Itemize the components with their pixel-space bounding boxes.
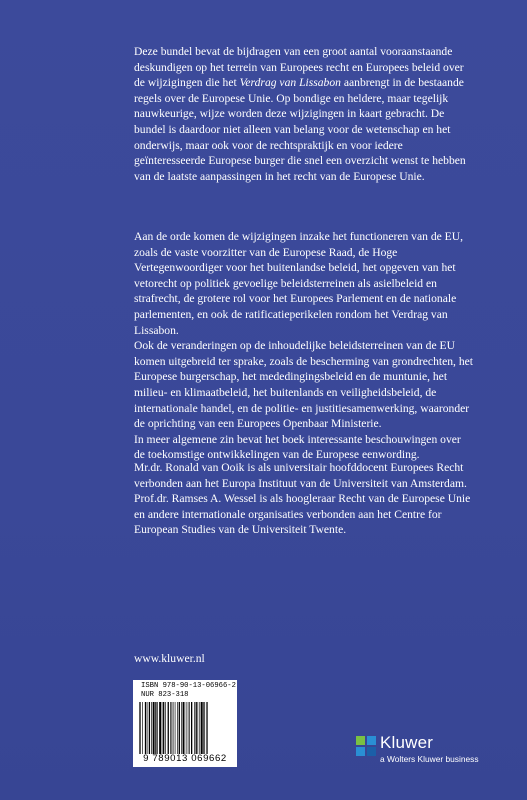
topics-section [134,229,474,463]
barcode-bar [140,702,141,754]
barcode-bar [162,702,163,754]
barcode-bar [155,702,156,754]
intro-paragraph [134,44,474,184]
barcode-bar [207,702,208,754]
barcode-bar [149,702,150,754]
kluwer-logo-icon [356,736,376,756]
barcode-bar [172,702,173,754]
isbn-barcode [133,680,237,767]
barcode-bar [159,702,161,754]
barcode-bars [139,702,231,754]
barcode-bar [170,702,171,754]
authors-section [134,460,474,538]
nur-line: NUR 823-318 [141,690,189,699]
barcode-bar [181,702,182,754]
intro-text [134,44,474,184]
barcode-bar [165,702,166,754]
barcode-bar [147,702,148,754]
barcode-bar [198,702,199,754]
barcode-bar [151,702,152,754]
barcode-bar [177,702,178,754]
topics-paragraph-3: In meer algemene zin bevat het boek interessante beschouwingen over de toekomstige ontwikkelingen van de Europese eenwording. [134,432,461,462]
author-bio-van-ooik: Mr.dr. Ronald van Ooik is als universitair hoofddocent Europees Recht verbonden aan het Europa Instituut van de Universiteit van Amsterdam. [134,461,467,490]
isbn-line: ISBN 978-90-13-06966-2 [141,682,236,690]
barcode-bar [163,702,164,754]
barcode-bar [194,702,195,754]
barcode-bar [142,702,143,754]
barcode-bar [153,702,155,754]
barcode-bar [186,702,187,754]
author-bio-wessel: Prof.dr. Ramses A. Wessel is als hoogleraar Recht van de Europese Unie en andere internationale organisaties verbonden aan het Centre for European Studies van de Universiteit Twente. [134,492,471,537]
barcode-bar [203,702,204,754]
kluwer-tagline: a Wolters Kluwer business [380,754,479,764]
treaty-name: Verdrag van Lissabon [239,76,341,90]
barcode-bar [191,702,192,754]
barcode-bar [179,702,180,754]
barcode-bar [168,702,169,754]
isbn-text [141,682,236,700]
barcode-bar [157,702,158,754]
topics-paragraph-2: Ook de veranderingen op de inhoudelijke beleidsterreinen van de EU komen uitgebreid ter sprake, zoals de bescherming van grondrechten, het Europese burgerschap, het mededingingsbeleid en de muntunie, het milieu- en klimaatbeleid, het buitenlands en veiligheidsbeleid, de internationale handel, en de politie- en justitiesamenwerking, waaronder de oprichting van een Europees Openbaar Ministerie. [134,339,473,431]
intro-text-part-2: aanbrengt in de bestaande regels over de Europese Unie. Op bondige en heldere, maar tegelijk nauwkeurige, wijze worden deze wijzigingen in kaart gebracht. De bundel is daardoor niet alleen van belang voor de wetenschap en het onderwijs, maar ook voor de rechtspraktijk en voor iedere geïnteresseerde Europese burger die snel een overzicht wenst te hebben van de laatste aanpassingen in het recht van de Europese Unie. [134,76,466,183]
barcode-bar [199,702,200,754]
barcode-bar [139,702,140,754]
barcode-bar [201,702,203,754]
barcode-bar [196,702,197,754]
barcode-bar [183,702,185,754]
barcode-bar [189,702,190,754]
barcode-number: 9 789013 069662 [143,753,227,764]
barcode-bar [145,702,146,754]
barcode-bar [206,702,207,754]
topics-paragraph-1: Aan de orde komen de wijzigingen inzake het functioneren van de EU, zoals de vaste voorzitter van de Europese Raad, de Hoge Vertegenwoordiger voor het buitenlandse beleid, het opgeven van het vetorecht op politiek gevoelige beleidsterreinen als asielbeleid en strafrecht, de grotere rol voor het Europees Parlement en de nationale parlementen, en ook de ratificatieperikelen rondom het Verdrag van Lissabon. [134,230,464,337]
intro-text-part-1: Deze bundel bevat de bijdragen van een groot aantal vooraanstaande deskundigen op het terrein van Europees recht en Europees beleid over de wijzigingen die het [134,45,464,90]
kluwer-wordmark: Kluwer [380,733,434,752]
barcode-bar [175,702,176,754]
kluwer-logo [356,733,506,780]
barcode-bar [173,702,174,754]
barcode-bar [188,702,189,754]
publisher-website[interactable]: www.kluwer.nl [134,652,205,665]
